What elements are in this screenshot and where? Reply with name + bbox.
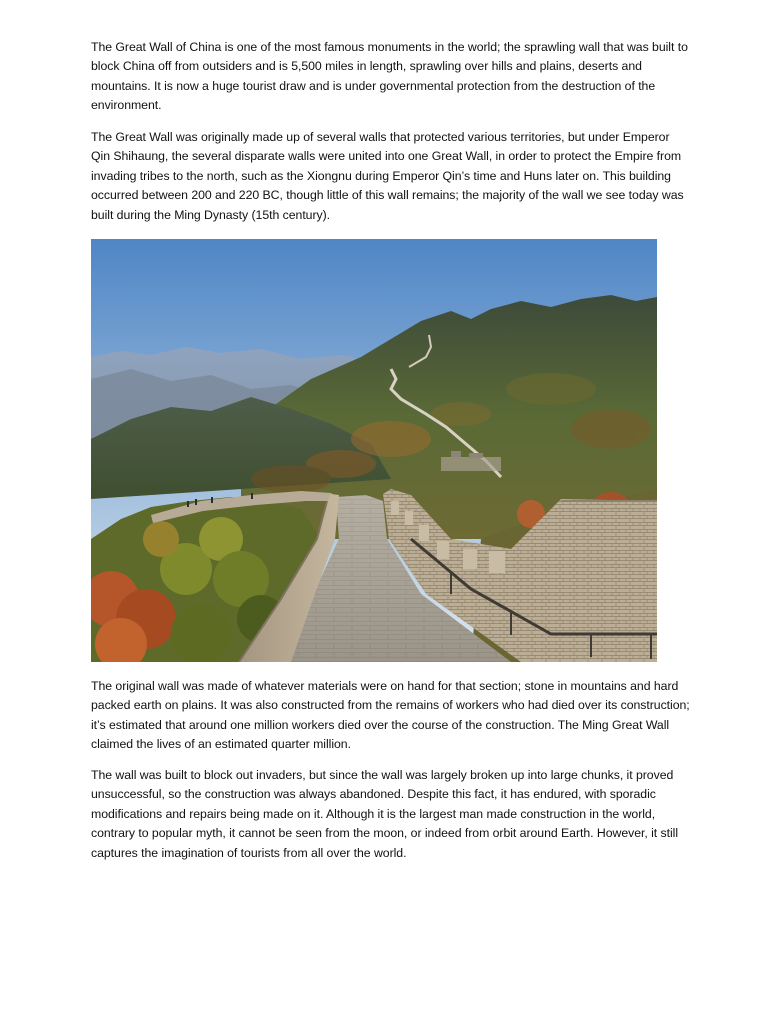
paragraph-legacy: The wall was built to block out invaders, but since the wall was largely broken up into large chunks, it proved unsuccessful, so the construction was always abandoned. Despite this fact, it has endured, with sporadic modifications and repairs being made on it. Although it is the largest man made construction in the world, contrary to popular myth, it cannot be seen from the moon, or indeed from orbit around Earth. However, it still captures the imagination of tourists from all over the world.: [91, 768, 679, 860]
paragraph-history: The Great Wall was originally made up of several walls that protected various territories, but under Emperor Qin Shihaung, the several disparate walls were united into one Great Wall, in order to protect the Empire from invading tribes to the north, such as the Xiongnu during Emperor Qin’s time and Huns later on. This building occurred between 200 and 220 BC, though little of this wall remains; the majority of the wall we see today was built during the Ming Dynasty (15th century).: [91, 130, 684, 222]
great-wall-illustration: [91, 239, 657, 662]
paragraph-intro: The Great Wall of China is one of the most famous monuments in the world; the sprawling wall that was built to block China off from outsiders and is 5,500 miles in length, sprawling over hills and plains, deserts and mountains. It is now a huge tourist draw and is under governmental protection from the destruction of the environment.: [91, 40, 688, 113]
great-wall-photo: [91, 239, 657, 662]
paragraph-materials: The original wall was made of whatever materials were on hand for that section; stone in mountains and hard packed earth on plains. It was also constructed from the remains of workers who had died over its construction; it’s estimated that around one million workers died over the course of the construction. The Ming Great Wall claimed the lives of an estimated quarter million.: [91, 679, 690, 752]
